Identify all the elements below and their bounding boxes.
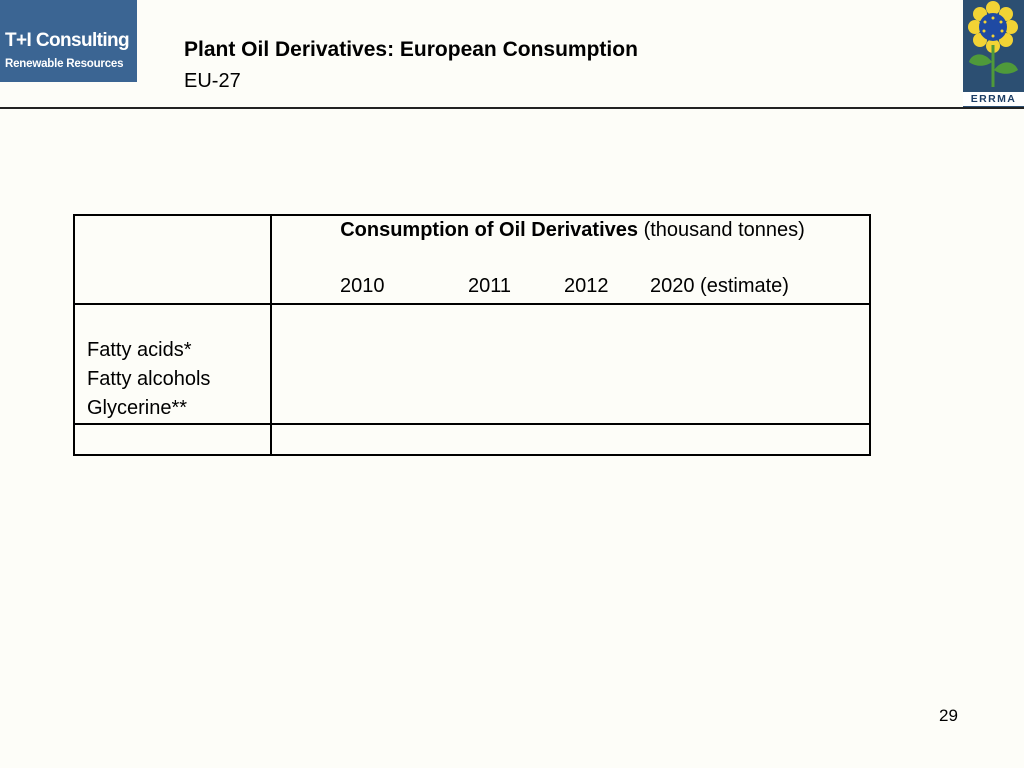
table-heading-unit: (thousand tonnes): [643, 219, 805, 241]
row-label-fatty-acids: Fatty acids*: [87, 339, 192, 361]
year-2010: 2010: [340, 275, 385, 297]
table-heading-bold: Consumption of Oil Derivatives: [340, 219, 639, 241]
errma-logo: [963, 0, 1024, 108]
consumption-table: [73, 214, 871, 456]
logo-company-name: T+I Consulting: [5, 30, 130, 51]
tic-logo: [0, 0, 137, 82]
slide-subtitle: EU-27: [184, 70, 241, 92]
total-label-cell: [74, 424, 271, 455]
year-headers: [272, 275, 869, 303]
row-labels: [75, 305, 270, 423]
errma-wordmark: ERRMA: [963, 92, 1024, 106]
total-values-cell: [271, 424, 870, 455]
row-label-fatty-alcohols: Fatty alcohols: [87, 368, 211, 390]
values-cell: [271, 304, 870, 424]
table-heading: [272, 219, 869, 242]
slide-title: Plant Oil Derivatives: European Consumption: [184, 38, 638, 61]
logo-company-tagline: Renewable Resources: [5, 58, 124, 70]
row-labels-cell: [74, 304, 271, 424]
sunflower-icon: [963, 0, 1024, 92]
year-2012: 2012: [564, 275, 609, 297]
table-corner-cell: [74, 215, 271, 304]
year-2020-estimate: 2020 (estimate): [650, 275, 789, 297]
page-number: 29: [939, 706, 958, 725]
table-header-cell: [271, 215, 870, 304]
row-label-glycerine: Glycerine**: [87, 397, 188, 419]
header-divider: [0, 107, 1024, 109]
year-2011: 2011: [468, 275, 512, 297]
